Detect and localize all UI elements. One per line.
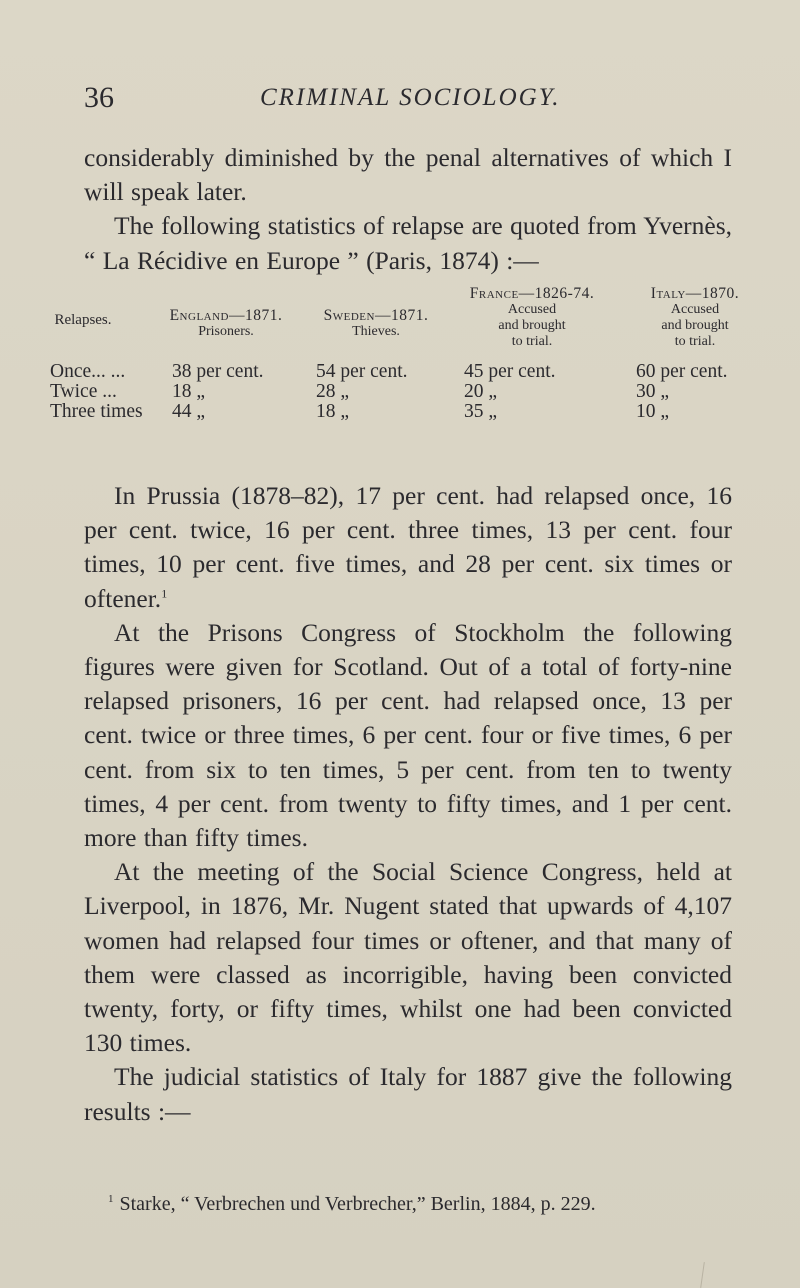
paragraph: The following statistics of relapse are quoted from Yvernès, “ La Récidive en Europe ” (Paris, 1874) :— <box>84 211 732 275</box>
column-country: Italy—1870. <box>650 285 740 302</box>
column-country: France—1826-74. <box>469 285 595 302</box>
row-label: Twice ... <box>50 381 117 402</box>
column-subtitle: to trial. <box>511 334 553 349</box>
column-subtitle: Prisoners. <box>198 324 254 339</box>
column-subtitle: and brought <box>498 318 566 333</box>
column-country: Sweden—1871. <box>323 307 429 324</box>
header-text: Relapses. <box>54 312 112 328</box>
cell-england: 44 „ <box>172 401 206 422</box>
cell-italy: 60 per cent. <box>636 361 728 382</box>
cell-england: 18 „ <box>172 381 206 402</box>
column-subtitle: Thieves. <box>352 324 400 339</box>
cell-england: 38 per cent. <box>172 361 264 382</box>
footnote-reference: 1 <box>161 586 168 601</box>
footnote-text: Starke, “ Verbrechen und Verbrecher,” Berlin, 1884, p. 229. <box>119 1193 596 1215</box>
cell-sweden: 54 per cent. <box>316 361 408 382</box>
table-row <box>50 382 762 402</box>
paper-blemish <box>700 1262 705 1288</box>
column-subtitle: to trial. <box>674 334 716 349</box>
paragraph: The judicial statistics of Italy for 1887 give the following results :— <box>84 1062 732 1126</box>
table-row <box>50 362 762 382</box>
cell-sweden: 18 „ <box>316 401 350 422</box>
paragraph-text: In Prussia (1878–82), 17 per cent. had relapsed once, 16 per cent. twice, 16 per cent. three times, 13 per cent. four times, 10 per cent. five times, and 28 per cent. six times or oftener. <box>84 481 732 613</box>
cell-sweden: 28 „ <box>316 381 350 402</box>
page-number: 36 <box>84 81 114 114</box>
column-subtitle: Accused <box>507 302 557 317</box>
cell-france: 45 per cent. <box>464 361 556 382</box>
footnote-mark: 1 <box>108 1193 114 1206</box>
paragraph: At the meeting of the Social Science Congress, held at Liverpool, in 1876, Mr. Nugent stated that upwards of 4,107 women had relapsed four times or oftener, and that many of them were classed as incorrigible, having been convicted twenty, forty, or fifty times, whilst one had been convicted 130 times. <box>84 857 732 1058</box>
row-label-header <box>50 312 116 328</box>
cell-italy: 10 „ <box>636 401 670 422</box>
running-title: CRIMINAL SOCIOLOGY. <box>260 84 561 111</box>
column-header-italy <box>620 286 770 350</box>
cell-france: 20 „ <box>464 381 498 402</box>
column-header-france <box>443 286 621 350</box>
paragraph: At the Prisons Congress of Stockholm the following figures were given for Scotland. Out of a total of forty-nine relapsed prisoners, 16 per cent. had relapsed once, 13 per cent. twice or three times, 6 per cent. four or five times, 6 per cent. from six to ten times, 5 per cent. from ten to twenty times, 4 per cent. from twenty to fifty times, and 1 per cent. more than fifty times. <box>84 617 732 853</box>
paragraph <box>84 479 732 616</box>
row-label: Three times <box>50 401 143 422</box>
text-block-top <box>84 141 732 278</box>
column-subtitle: and brought <box>661 318 729 333</box>
text-block-bottom <box>84 479 732 1129</box>
column-subtitle: Accused <box>670 302 720 317</box>
table-row <box>50 402 762 422</box>
column-header-sweden <box>300 308 452 340</box>
row-label: Once... ... <box>50 361 126 382</box>
page-header <box>84 78 724 118</box>
footnote <box>108 1191 748 1217</box>
column-header-england <box>136 308 316 340</box>
relapse-statistics-table <box>50 278 762 438</box>
cell-france: 35 „ <box>464 401 498 422</box>
cell-italy: 30 „ <box>636 381 670 402</box>
paragraph: considerably diminished by the penal alternatives of which I will speak later. <box>84 143 732 207</box>
column-country: England—1871. <box>169 307 283 324</box>
